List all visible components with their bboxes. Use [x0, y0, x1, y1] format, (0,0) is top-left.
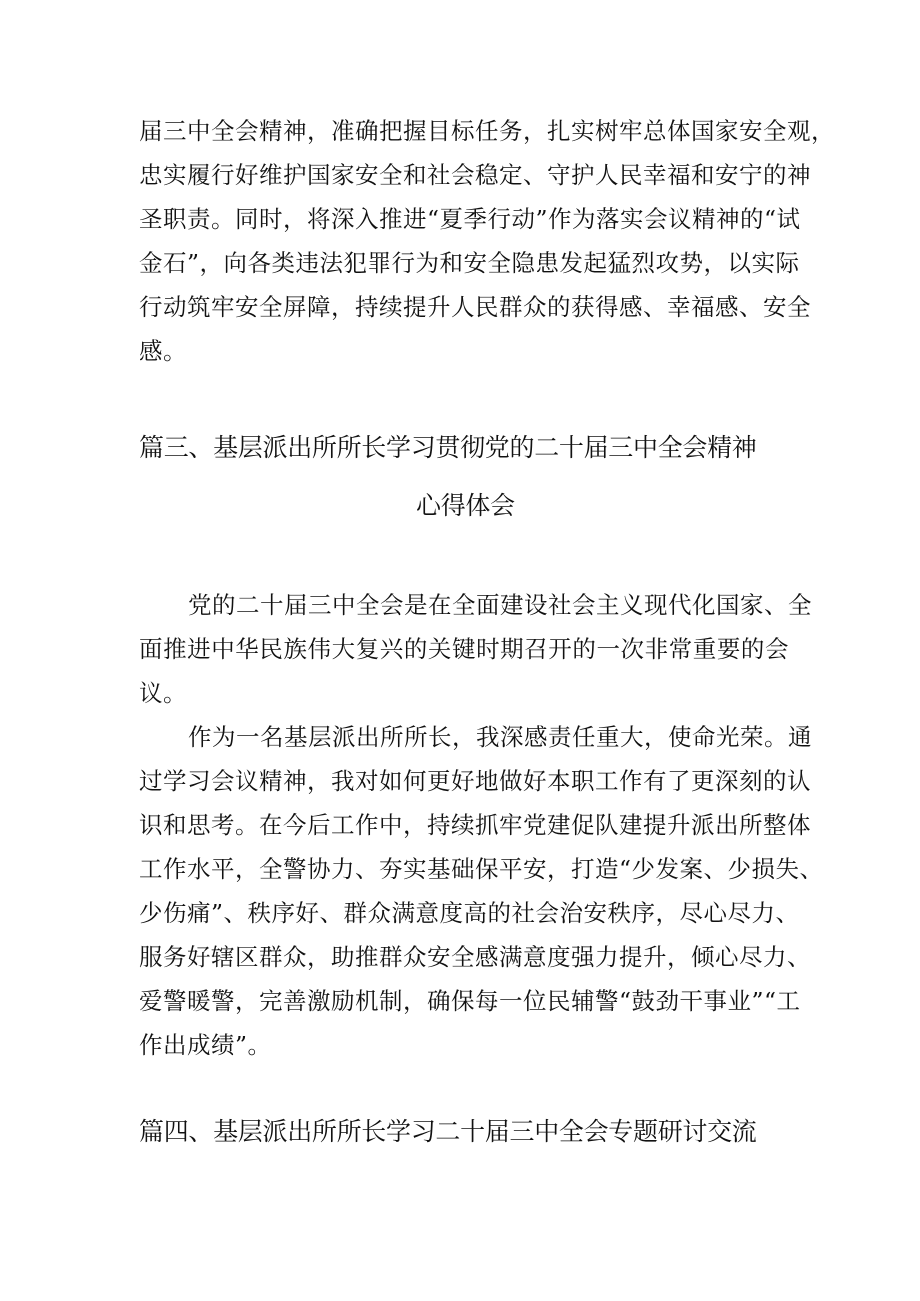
- continuation-line: 感。: [139, 337, 187, 365]
- continuation-line: 行动筑牢安全屏障，持续提升人民群众的获得感、幸福感、安全: [139, 293, 811, 321]
- paragraph-line: 服务好辖区群众，助推群众安全感满意度强力提升，倾心尽力、: [139, 943, 811, 971]
- section-4-title: 篇四、基层派出所所长学习二十届三中全会专题研讨交流: [139, 1117, 757, 1146]
- paragraph-line: 识和思考。在今后工作中，持续抓牢党建促队建提升派出所整体: [139, 811, 811, 839]
- paragraph-line: 作出成绩”。: [139, 1031, 272, 1059]
- continuation-line: 届三中全会精神，准确把握目标任务，扎实树牢总体国家安全观，: [139, 117, 835, 145]
- paragraph-line: 议。: [139, 679, 187, 707]
- continuation-line: 圣职责。同时，将深入推进“夏季行动”作为落实会议精神的“试: [139, 205, 801, 233]
- paragraph-line: 作为一名基层派出所所长，我深感责任重大，使命光荣。通: [188, 723, 812, 751]
- section-3-subtitle: 心得体会: [416, 491, 515, 520]
- paragraph-line: 少伤痛”、秩序好、群众满意度高的社会治安秩序，尽心尽力、: [139, 899, 800, 927]
- continuation-line: 金石”，向各类违法犯罪行为和安全隐患发起猛烈攻势，以实际: [139, 249, 800, 277]
- paragraph-line: 爱警暖警，完善激励机制，确保每一位民辅警“鼓劲干事业”“工: [139, 987, 801, 1015]
- section-3-title: 篇三、基层派出所所长学习贯彻党的二十届三中全会精神: [139, 433, 757, 462]
- paragraph-line: 面推进中华民族伟大复兴的关键时期召开的一次非常重要的会: [139, 635, 789, 663]
- paragraph-line: 过学习会议精神，我对如何更好地做好本职工作有了更深刻的认: [139, 767, 811, 795]
- paragraph-line: 工作水平，全警协力、夯实基础保平安，打造“少发案、少损失、: [139, 855, 824, 883]
- paragraph-line: 党的二十届三中全会是在全面建设社会主义现代化国家、全: [188, 591, 812, 619]
- continuation-line: 忠实履行好维护国家安全和社会稳定、守护人民幸福和安宁的神: [139, 161, 811, 189]
